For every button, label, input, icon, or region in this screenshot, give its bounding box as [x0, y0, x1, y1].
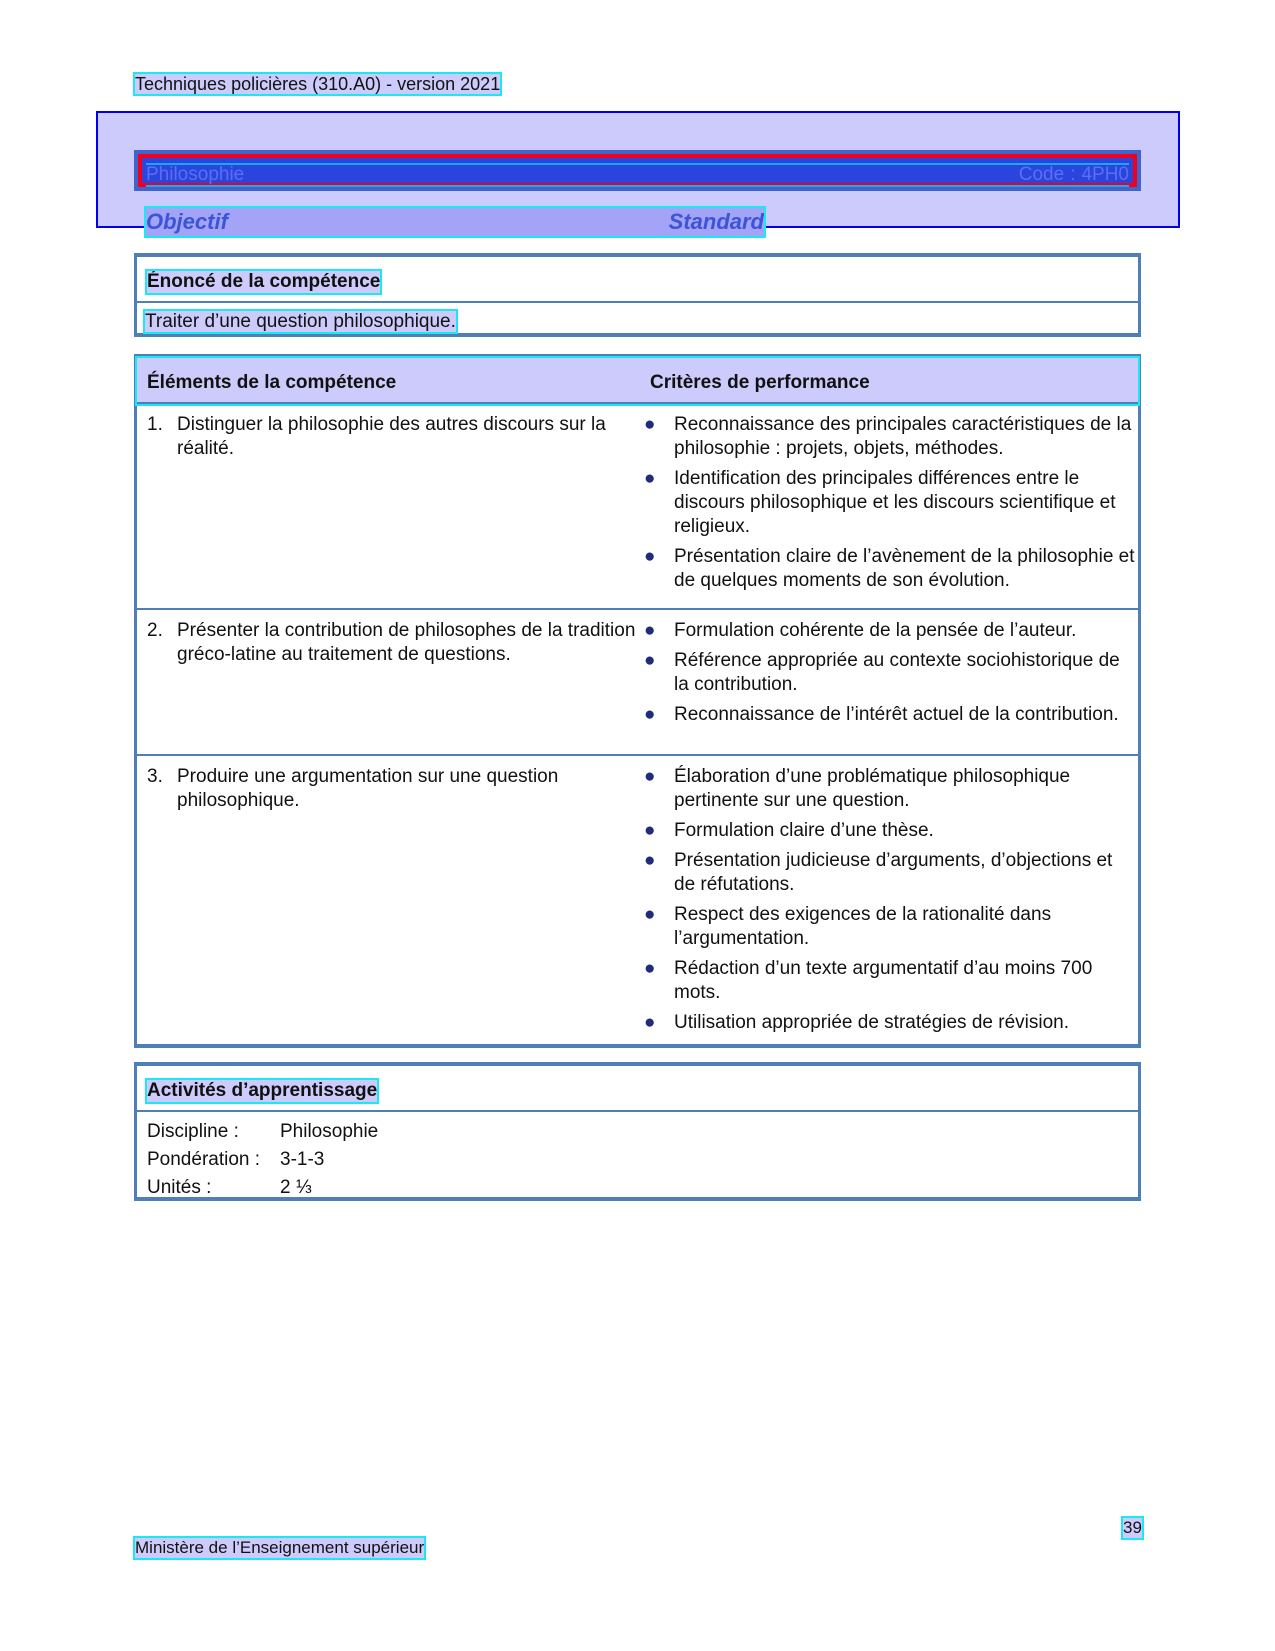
element-number: 1.: [147, 414, 163, 435]
bullet-icon: ●: [644, 414, 656, 435]
course-discipline: Philosophie: [146, 164, 245, 185]
title-bar-frame: [138, 154, 1137, 187]
bullet-icon: ●: [644, 850, 656, 871]
criterion: Reconnaissance de l’intérêt actuel de la contribution.: [674, 704, 1119, 725]
objective-standard-labels: [146, 208, 764, 236]
bullet-icon: ●: [644, 1012, 656, 1033]
criterion: Reconnaissance des principales caractéristiques de la philosophie : projets, objets, méthodes.: [674, 414, 1132, 459]
elements-table-header: [137, 358, 1138, 404]
bullet-icon: ●: [644, 766, 656, 787]
criterion: Présentation claire de l’avènement de la philosophie et de quelques moments de son évolution.: [674, 546, 1135, 591]
bullet-icon: ●: [644, 958, 656, 979]
criterion: Élaboration d’une problématique philosophique pertinente sur une question.: [674, 766, 1071, 811]
enonce-box: [134, 253, 1141, 337]
element-text: Présenter la contribution de philosophes de la tradition gréco-latine au traitement de questions.: [177, 620, 636, 665]
bullet-icon: ●: [644, 620, 656, 641]
ponderation-value: 3-1-3: [280, 1149, 325, 1170]
running-header: Techniques policières (310.A0) - version 2021: [135, 74, 501, 94]
bullet-icon: ●: [644, 468, 656, 489]
criterion: Formulation cohérente de la pensée de l’auteur.: [674, 620, 1077, 641]
criterion: Utilisation appropriée de stratégies de révision.: [674, 1012, 1069, 1033]
bullet-icon: ●: [644, 704, 656, 725]
unites-line: [147, 1174, 1128, 1202]
activites-heading: Activités d’apprentissage: [147, 1080, 378, 1101]
element-number: 3.: [147, 766, 163, 787]
bullet-icon: ●: [644, 904, 656, 925]
code-separator: :: [1070, 164, 1076, 185]
unites-value: 2 ⅓: [280, 1177, 312, 1198]
discipline-label: Discipline :: [147, 1121, 239, 1142]
bullet-icon: ●: [644, 650, 656, 671]
bullet-icon: ●: [644, 546, 656, 567]
col-criteres: Critères de performance: [650, 372, 870, 393]
element-text: Produire une argumentation sur une question philosophique.: [177, 766, 559, 811]
code-label: Code: [1018, 164, 1065, 185]
objectif-label: Objectif: [146, 209, 228, 234]
ponderation-line: [147, 1146, 1128, 1174]
course-code: [1019, 164, 1129, 186]
criterion: Formulation claire d’une thèse.: [674, 820, 934, 841]
title-bar-text: [146, 163, 1129, 187]
footer-ministry: Ministère de l’Enseignement supérieur: [135, 1538, 425, 1557]
table-row: [137, 756, 1138, 1036]
bullet-icon: ●: [644, 820, 656, 841]
course-title-bar: [134, 150, 1141, 191]
criterion: Présentation judicieuse d’arguments, d’objections et de réfutations.: [674, 850, 1113, 895]
enonce-heading: Énoncé de la compétence: [147, 271, 381, 292]
page-number: 39: [1123, 1518, 1142, 1537]
element-number: 2.: [147, 620, 163, 641]
enonce-text: Traiter d’une question philosophique.: [145, 311, 456, 332]
criterion: Respect des exigences de la rationalité dans l’argumentation.: [674, 904, 1052, 949]
criterion: Identification des principales différences entre le discours philosophique et les discours scientifique et religieux.: [674, 468, 1116, 537]
elements-table: [134, 354, 1141, 1048]
activites-box: [134, 1062, 1141, 1201]
col-elements: Éléments de la compétence: [147, 372, 397, 393]
discipline-value: Philosophie: [280, 1121, 379, 1142]
discipline-line: [147, 1118, 1128, 1146]
table-row: [137, 404, 1138, 610]
criterion: Référence appropriée au contexte sociohistorique de la contribution.: [674, 650, 1120, 695]
criterion: Rédaction d’un texte argumentatif d’au moins 700 mots.: [674, 958, 1093, 1003]
element-text: Distinguer la philosophie des autres discours sur la réalité.: [177, 414, 606, 459]
code-value: 4PH0: [1081, 164, 1129, 185]
table-row: [137, 610, 1138, 756]
ponderation-label: Pondération :: [147, 1149, 261, 1170]
standard-label: Standard: [668, 209, 764, 234]
unites-label: Unités :: [147, 1177, 212, 1198]
